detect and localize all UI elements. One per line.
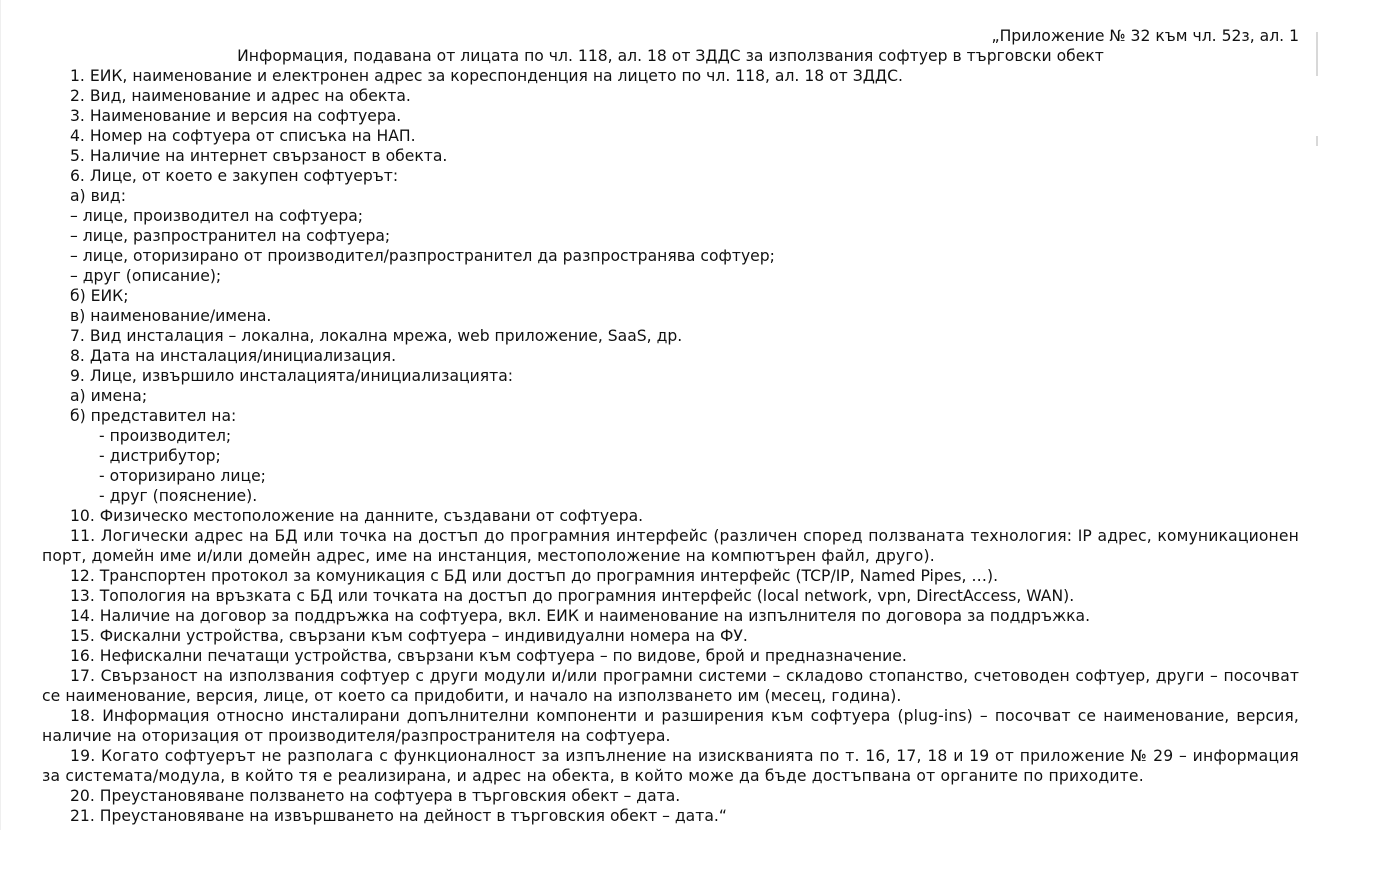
item-13: 13. Топология на връзката с БД или точката на достъп до програмния интерфейс (local network, vpn, DirectAccess, WAN). [70, 587, 1075, 605]
item-12: 12. Транспортен протокол за комуникация с БД или достъп до програмния интерфейс (TCP/IP, Named Pipes, …). [70, 567, 999, 585]
item-9b-1: - производител; [99, 427, 232, 445]
item-4: 4. Номер на софтуера от списъка на НАП. [70, 127, 416, 145]
item-6b: б) ЕИК; [70, 287, 129, 305]
item-6a-1: – лице, производител на софтуера; [70, 207, 364, 225]
item-17: 17. Свързаност на използвания софтуер с други модули и/или програмни системи – складово стопанство, счетоводен софтуер, други – посочват се наименование, версия, лице, от което са придобити, и начало на използването им (месец, година). [42, 667, 1299, 705]
item-6a-4: – друг (описание); [70, 267, 222, 285]
item-9a: а) имена; [70, 387, 148, 405]
item-6: 6. Лице, от което е закупен софтуерът: [70, 167, 399, 185]
item-6c: в) наименование/имена. [70, 307, 272, 325]
item-5: 5. Наличие на интернет свързаност в обекта. [70, 147, 448, 165]
document-body [42, 26, 1299, 826]
item-7: 7. Вид инсталация – локална, локална мрежа, web приложение, SaaS, др. [70, 327, 683, 345]
item-6a: а) вид: [70, 187, 126, 205]
appendix-reference: „Приложение № 32 към чл. 52з, ал. 1 [991, 27, 1299, 45]
item-8: 8. Дата на инсталация/инициализация. [70, 347, 397, 365]
item-3: 3. Наименование и версия на софтуера. [70, 107, 402, 125]
item-2: 2. Вид, наименование и адрес на обекта. [70, 87, 411, 105]
item-15: 15. Фискални устройства, свързани към софтуера – индивидуални номера на ФУ. [70, 627, 748, 645]
item-9: 9. Лице, извършило инсталацията/инициализацията: [70, 367, 514, 385]
item-14: 14. Наличие на договор за поддръжка на софтуера, вкл. ЕИК и наименование на изпълнителя по договора за поддръжка. [70, 607, 1091, 625]
item-9b: б) представител на: [70, 407, 237, 425]
item-16: 16. Нефискални печатащи устройства, свързани към софтуера – по видове, брой и предназначение. [70, 647, 907, 665]
scrollbar-mark [1316, 136, 1318, 146]
page-left-edge [0, 0, 1, 830]
item-9b-3: - оторизирано лице; [99, 467, 266, 485]
item-6a-3: – лице, оторизирано от производител/разпространител да разпространява софтуер; [70, 247, 775, 265]
scrollbar-thumb[interactable] [1316, 32, 1318, 76]
item-6a-2: – лице, разпространител на софтуера; [70, 227, 391, 245]
item-20: 20. Преустановяване ползването на софтуера в търговския обект – дата. [70, 787, 681, 805]
item-11: 11. Логически адрес на БД или точка на достъп до програмния интерфейс (различен според ползваната технология: IP адрес, комуникационен порт, домейн име и/или домейн адрес, име на инстанция, местоположение на компютърен файл, друго). [42, 527, 1299, 565]
item-21: 21. Преустановяване на извършването на дейност в търговския обект – дата.“ [70, 807, 727, 825]
document-title: Информация, подавана от лицата по чл. 118, ал. 18 от ЗДДС за използвания софтуер в търговски обект [237, 47, 1104, 65]
item-9b-2: - дистрибутор; [99, 447, 221, 465]
item-1: 1. ЕИК, наименование и електронен адрес за кореспонденция на лицето по чл. 118, ал. 18 от ЗДДС. [70, 67, 903, 85]
item-18: 18. Информация относно инсталирани допълнителни компоненти и разширения към софтуера (plug-ins) – посочват се наименование, версия, наличие на оторизация от производителя/разпространителя на софтуера. [42, 707, 1299, 745]
item-19: 19. Когато софтуерът не разполага с функционалност за изпълнение на изискванията по т. 16, 17, 18 и 19 от приложение № 29 – информация за системата/модула, в който тя е реализирана, и адрес на обекта, в който може да бъде достъпвана от органите по приходите. [42, 747, 1299, 785]
item-9b-4: - друг (пояснение). [99, 487, 258, 505]
item-10: 10. Физическо местоположение на данните, създавани от софтуера. [70, 507, 644, 525]
